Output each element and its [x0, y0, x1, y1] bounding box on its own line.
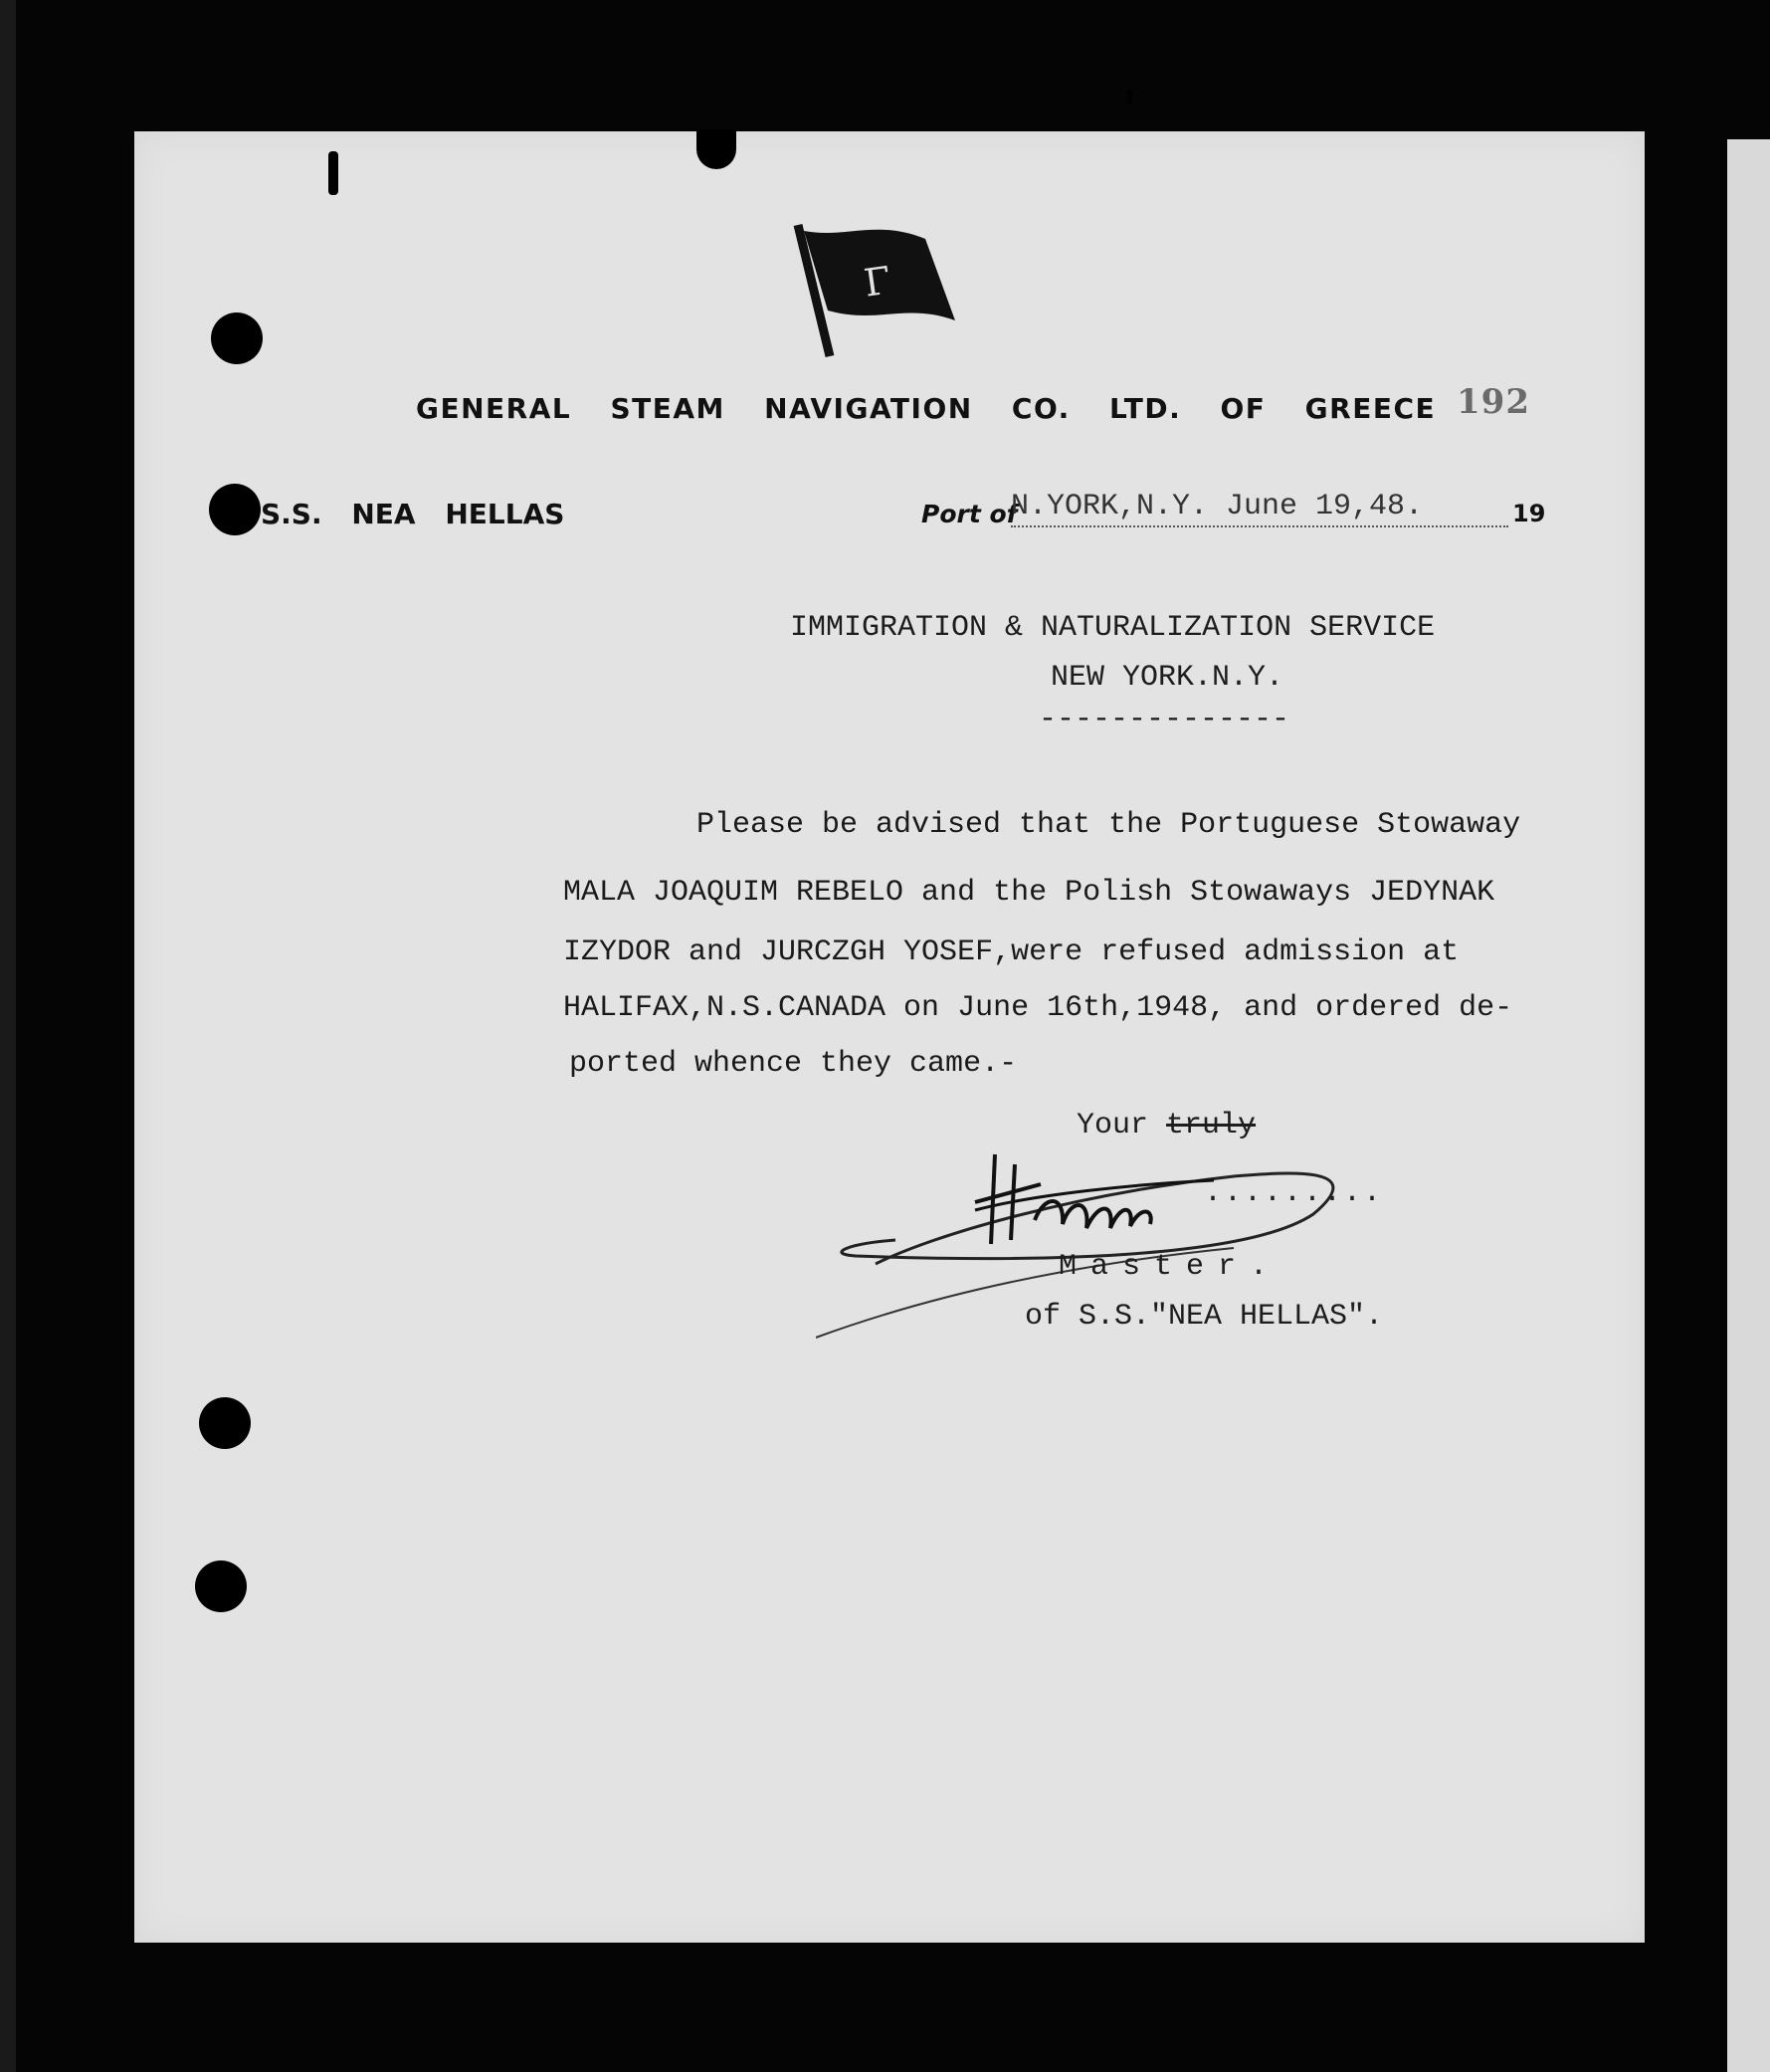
body-line: MALA JOAQUIM REBELO and the Polish Stowaways JEDYNAK	[563, 876, 1495, 910]
film-left-edge	[0, 0, 16, 2072]
punch-hole	[199, 1397, 251, 1449]
addressee-underline: --------------	[1039, 703, 1290, 736]
punch-hole	[195, 1560, 247, 1612]
port-date-value: N.YORK,N.Y. June 19,48.	[1011, 490, 1508, 527]
body-line: Please be advised that the Portuguese Stowaway	[696, 808, 1521, 842]
signatory-title: Master.	[1059, 1250, 1282, 1284]
scan-speck	[328, 151, 338, 195]
closing-word-truly: truly	[1166, 1109, 1257, 1142]
ship-name: S.S. NEA HELLAS	[261, 498, 565, 530]
body-line: HALIFAX,N.S.CANADA on June 16th,1948, and ordered de-	[563, 991, 1513, 1025]
body-line: ported whence they came.-	[569, 1047, 1018, 1081]
addressee-city: NEW YORK.N.Y.	[1051, 661, 1284, 695]
punch-hole	[211, 312, 263, 364]
signatory-ship: of S.S."NEA HELLAS".	[1025, 1300, 1384, 1334]
document-number: 192	[1457, 382, 1530, 422]
body-line: IZYDOR and JURCZGH YOSEF,were refused admission at	[563, 935, 1460, 969]
company-name: GENERAL STEAM NAVIGATION CO. LTD. OF GREECE	[416, 392, 1437, 425]
punch-hole	[209, 484, 261, 535]
addressee-agency: IMMIGRATION & NATURALIZATION SERVICE	[790, 611, 1436, 645]
adjacent-page-strip	[1727, 139, 1770, 2072]
company-flag-logo	[786, 221, 965, 360]
port-label: Port of	[921, 500, 1018, 528]
flag-letter: Γ	[861, 258, 893, 306]
closing-word-your: Your	[1077, 1109, 1149, 1142]
scan-speck	[696, 129, 736, 169]
year-prefix: 19	[1512, 500, 1546, 527]
scan-speck	[1127, 90, 1132, 104]
signature-dots: .........	[1204, 1176, 1384, 1210]
